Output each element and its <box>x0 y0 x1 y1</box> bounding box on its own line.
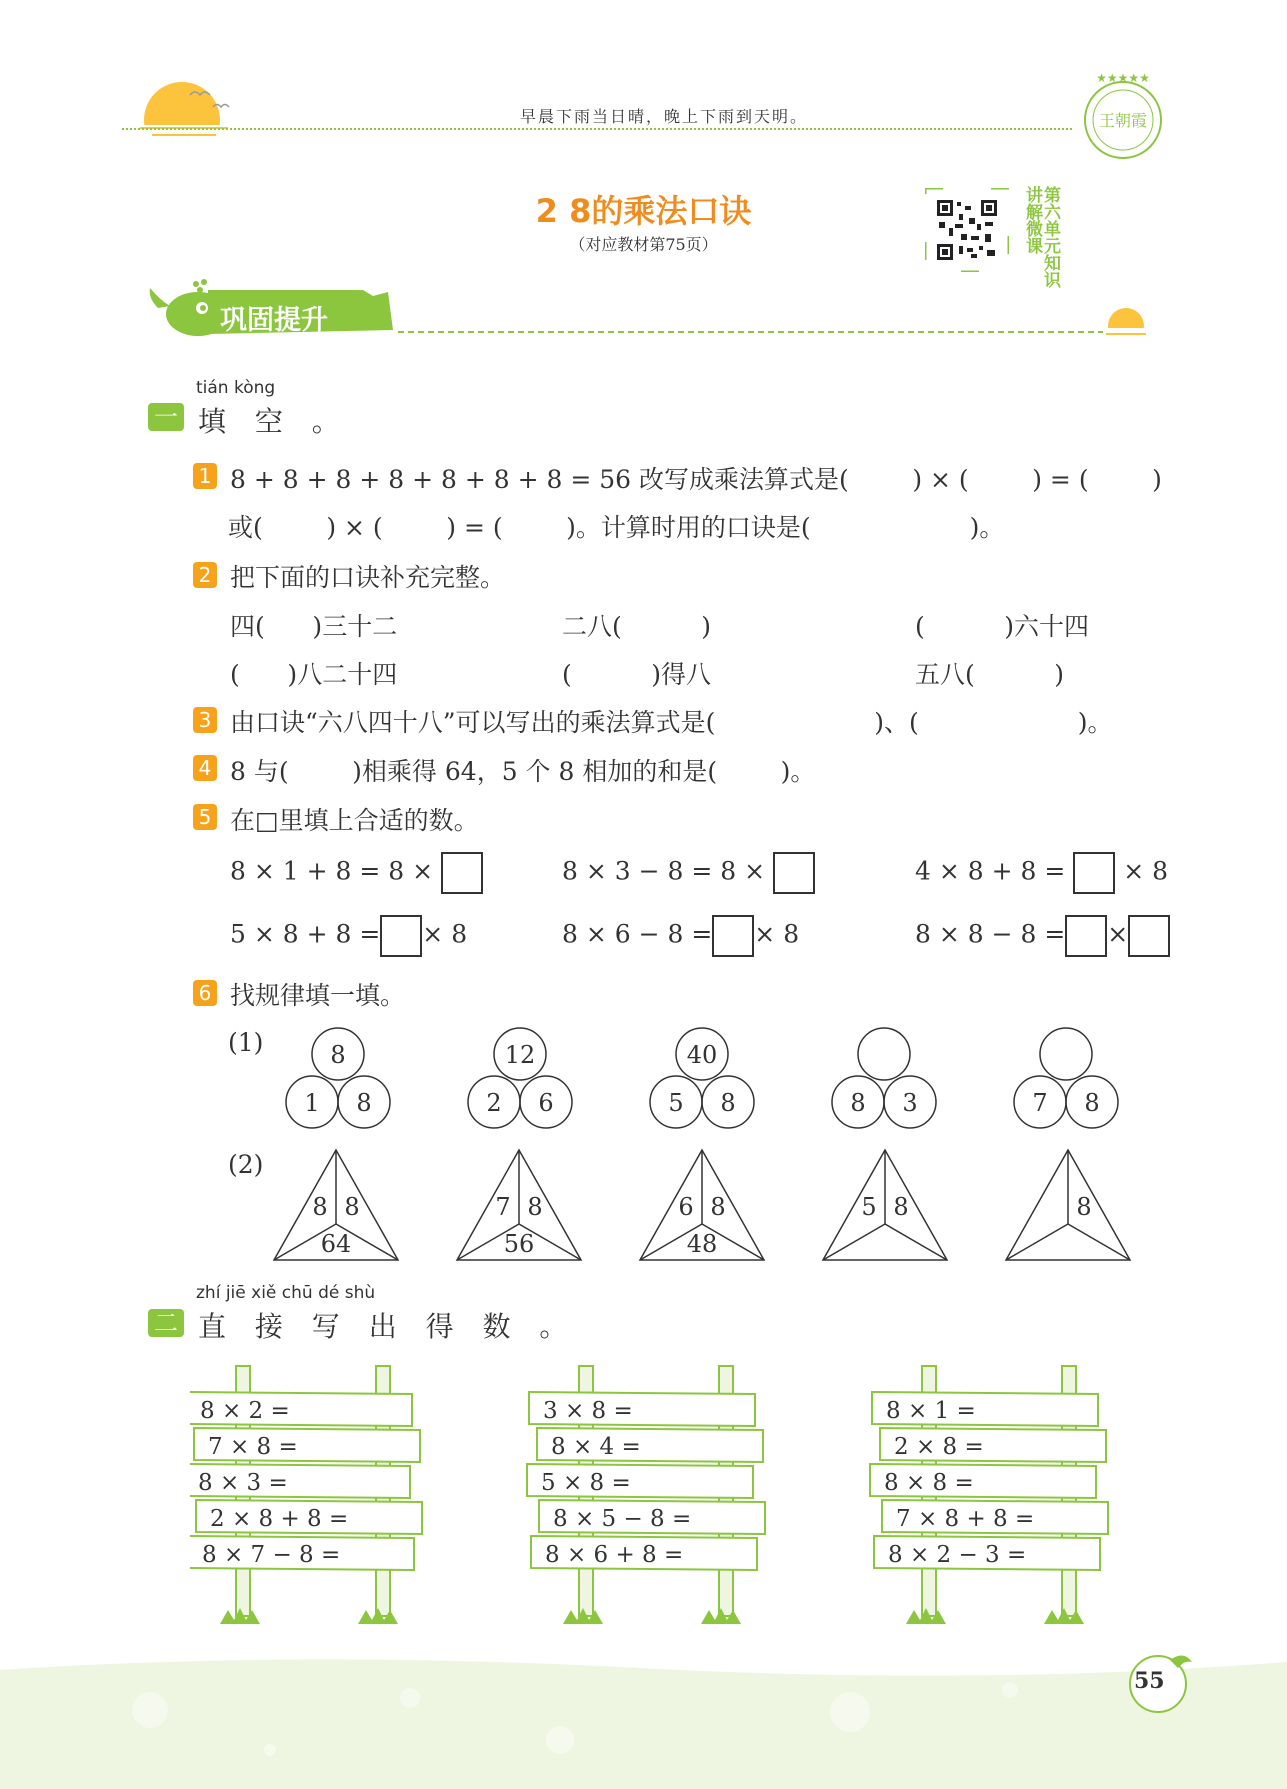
triangle-group <box>1006 1150 1130 1260</box>
question-number: 2 <box>193 562 217 588</box>
triangle-right-value: 8 <box>344 1193 360 1221</box>
section1-title: 填 空 。 <box>198 405 350 438</box>
triangle-right-value: 8 <box>893 1193 909 1221</box>
answer-box[interactable] <box>380 915 422 957</box>
triangle-group <box>823 1150 947 1260</box>
answer-box[interactable] <box>1065 915 1107 957</box>
q2-item: ( )八二十四 <box>230 660 398 689</box>
triangle-left-value: 6 <box>678 1193 694 1221</box>
qr-code-icon[interactable] <box>925 188 1009 272</box>
page-number: 55 <box>1134 1668 1165 1694</box>
signpost <box>190 1366 422 1624</box>
equation-text: 2 × 8 = <box>894 1434 984 1460</box>
grass-icon <box>701 1608 741 1624</box>
equation-text: 8 × 8 = <box>884 1470 974 1496</box>
q1-line1: 8 + 8 + 8 + 8 + 8 + 8 + 8 = 56 改写成乘法算式是( ) × ( ) = ( ) <box>230 465 1162 494</box>
header-slogan: 早晨下雨当日晴，晚上下雨到天明。 <box>520 107 809 126</box>
triangle-bottom-value: 56 <box>503 1230 535 1258</box>
circle-right-value: 8 <box>356 1089 372 1117</box>
circle-left-value: 2 <box>486 1089 502 1117</box>
question-number: 5 <box>193 804 217 830</box>
section1-pinyin: tián kòng <box>196 378 276 398</box>
q5-equation: 8 × 1 + 8 = 8 × <box>230 852 483 894</box>
q6-part2-label: (2) <box>228 1150 264 1179</box>
top-circle[interactable] <box>1040 1028 1092 1080</box>
circle-top-value: 40 <box>686 1041 718 1069</box>
section-banner: 巩固提升 <box>220 305 328 336</box>
q6-text: 找规律填一填。 <box>230 981 406 1010</box>
equation-text: 8 × 3 = <box>198 1470 288 1496</box>
equation-text: 8 × 2 = <box>200 1398 290 1424</box>
equation-text: 8 × 5 − 8 = <box>553 1506 692 1532</box>
circle-left-value: 7 <box>1032 1089 1048 1117</box>
circle-group <box>650 1028 754 1128</box>
section1-badge: 一 <box>148 403 184 431</box>
circle-group <box>286 1028 390 1128</box>
triangle-right-value: 8 <box>710 1193 726 1221</box>
equation-text: 8 × 6 + 8 = <box>545 1542 684 1568</box>
equation-text: 3 × 8 = <box>543 1398 633 1424</box>
q1-line2: 或( ) × ( ) = ( )。计算时用的口诀是( )。 <box>228 513 1005 542</box>
triangle-left-value: 7 <box>495 1193 511 1221</box>
q2-item: 四( )三十二 <box>230 612 398 641</box>
circle-right-value: 8 <box>720 1089 736 1117</box>
triangle-right-value: 8 <box>1076 1193 1092 1221</box>
q6-part1-label: (1) <box>228 1028 264 1057</box>
answer-box[interactable] <box>712 915 754 957</box>
triangle-left-value: 8 <box>312 1193 328 1221</box>
triangle-bottom-value: 64 <box>320 1230 352 1258</box>
circle-right-value: 8 <box>1084 1089 1100 1117</box>
equation-text: 8 × 1 = <box>886 1398 976 1424</box>
circle-top-value: 12 <box>504 1041 536 1069</box>
equation-text: 8 × 4 = <box>551 1434 641 1460</box>
circle-left-value: 5 <box>668 1089 684 1117</box>
page-subtitle: （对应教材第75页） <box>569 235 718 254</box>
triangle-pattern-diagram <box>260 1148 1140 1266</box>
triangle-group <box>457 1150 581 1260</box>
equation-text: 7 × 8 = <box>208 1434 298 1460</box>
q2-item: ( )得八 <box>562 660 711 689</box>
circle-right-value: 6 <box>538 1089 554 1117</box>
circle-left-value: 8 <box>850 1089 866 1117</box>
q2-item: 二八( ) <box>562 612 711 641</box>
triangle-bottom-value: 48 <box>686 1230 718 1258</box>
circle-left-value: 1 <box>304 1089 320 1117</box>
triangle-left-value: 5 <box>861 1193 877 1221</box>
q5-equation: 8 × 8 − 8 = × <box>915 915 1170 957</box>
q2-text: 把下面的口诀补充完整。 <box>230 563 506 592</box>
equation-text: 8 × 2 − 3 = <box>888 1542 1027 1568</box>
question-number: 6 <box>193 980 217 1006</box>
circle-right-value: 3 <box>902 1089 918 1117</box>
answer-box[interactable] <box>773 852 815 894</box>
qr-label: 第六单元知识讲解微课 <box>1022 186 1060 288</box>
svg-text:★★★★★: ★★★★★ <box>1096 72 1150 85</box>
top-circle[interactable] <box>858 1028 910 1080</box>
signpost <box>870 1366 1108 1624</box>
circle-group <box>1014 1028 1118 1128</box>
q2-item: 五八( ) <box>915 660 1064 689</box>
publisher-logo-icon <box>1078 72 1168 162</box>
equation-text: 5 × 8 = <box>541 1470 631 1496</box>
answer-box[interactable] <box>1128 915 1170 957</box>
logo-text: 王朝霞 <box>1098 111 1148 130</box>
section2-pinyin: zhí jiē xiě chū dé shù <box>196 1283 376 1303</box>
equation-text: 2 × 8 + 8 = <box>210 1506 349 1532</box>
triangle-group <box>640 1150 764 1260</box>
circle-pattern-diagram <box>260 1024 1120 1134</box>
section2-title: 直 接 写 出 得 数 。 <box>198 1310 578 1343</box>
equation-text: 7 × 8 + 8 = <box>896 1506 1035 1532</box>
q4-text: 8 与( )相乘得 64，5 个 8 相加的和是( )。 <box>230 757 816 786</box>
circle-group <box>468 1028 572 1128</box>
section2-badge: 二 <box>148 1309 184 1337</box>
q5-equation: 8 × 6 − 8 = × 8 <box>562 915 799 957</box>
birds-icon <box>185 85 235 115</box>
triangle-right-value: 8 <box>527 1193 543 1221</box>
header-divider <box>122 128 1072 130</box>
q2-item: ( )六十四 <box>915 612 1089 641</box>
grass-icon <box>358 1608 398 1624</box>
question-number: 1 <box>193 463 217 489</box>
question-number: 4 <box>193 755 217 781</box>
q5-equation: 8 × 3 − 8 = 8 × <box>562 852 815 894</box>
q3-text: 由口诀“六八四十八”可以写出的乘法算式是( )、( )。 <box>230 708 1113 737</box>
answer-box[interactable] <box>1073 852 1115 894</box>
page-title: 2 8的乘法口诀 <box>535 192 752 230</box>
grass-icon <box>1044 1608 1084 1624</box>
q5-equation: 4 × 8 + 8 = × 8 <box>915 852 1168 894</box>
grass-icon <box>220 1608 260 1624</box>
equation-text: 8 × 7 − 8 = <box>202 1542 341 1568</box>
signpost <box>527 1366 765 1624</box>
q5-text: 在□里填上合适的数。 <box>230 806 479 835</box>
triangle-group <box>274 1150 398 1260</box>
answer-box[interactable] <box>441 852 483 894</box>
grass-icon <box>906 1608 946 1624</box>
circle-top-value: 8 <box>330 1041 346 1069</box>
q5-equation: 5 × 8 + 8 = × 8 <box>230 915 467 957</box>
signpost-exercises <box>190 1362 1150 1632</box>
ground-decoration <box>0 1650 1287 1789</box>
circle-group <box>832 1028 936 1128</box>
grass-icon <box>563 1608 603 1624</box>
question-number: 3 <box>193 707 217 733</box>
